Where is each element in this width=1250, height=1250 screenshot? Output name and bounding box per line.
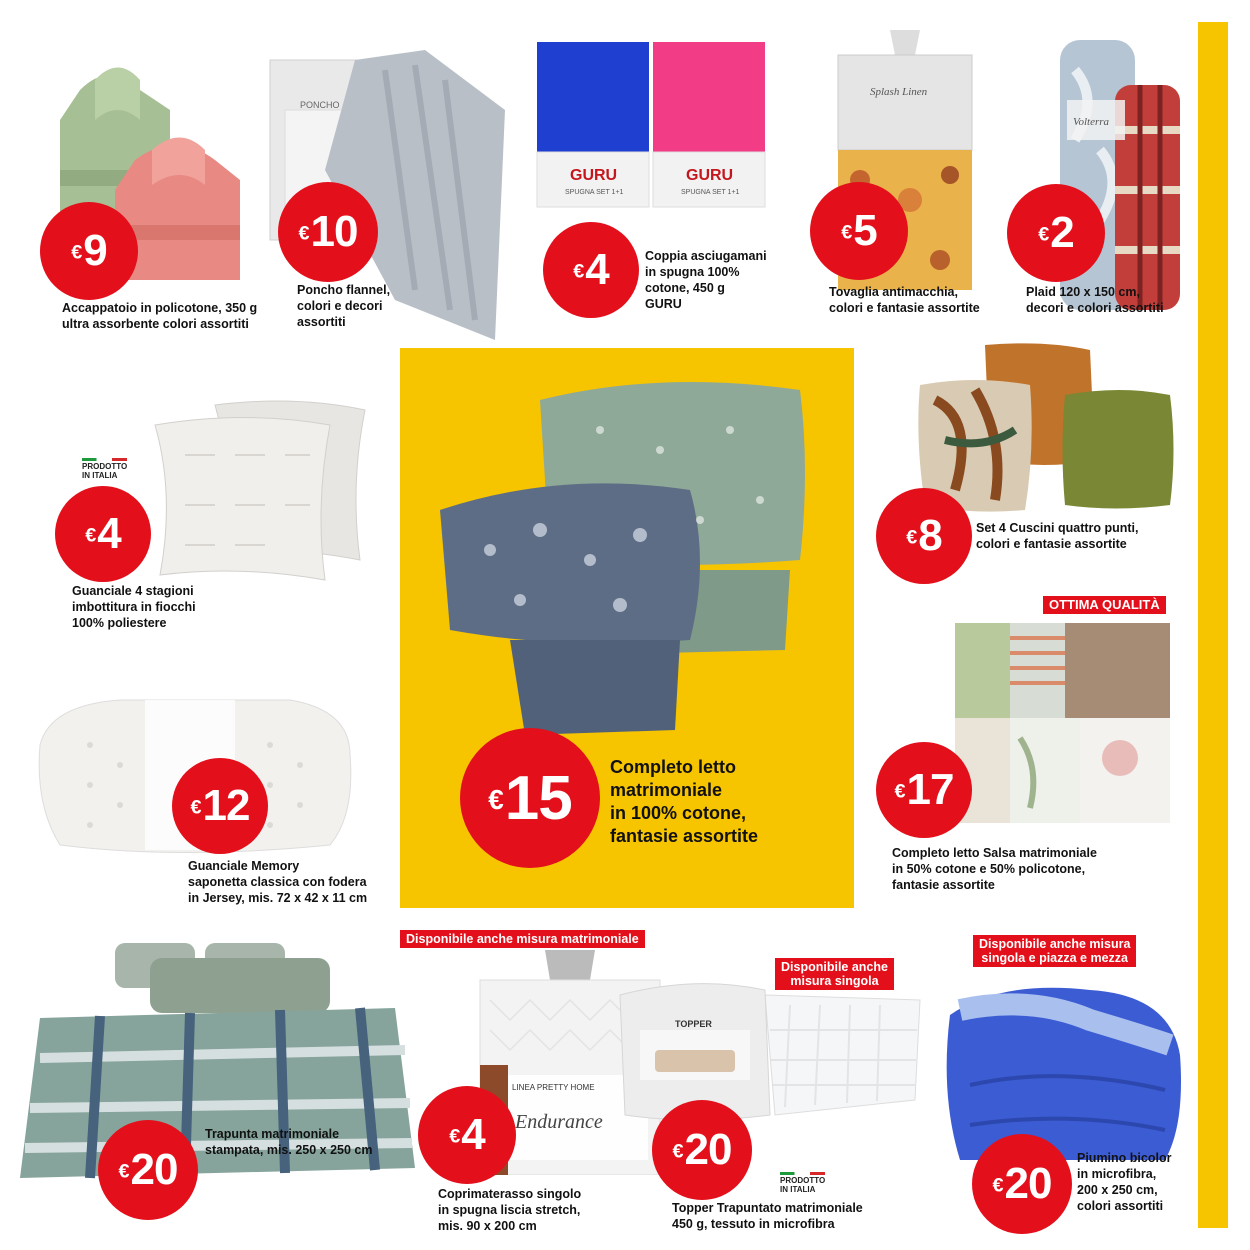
price-poncho: [278, 182, 378, 282]
desc-pillow-4-stagioni: Guanciale 4 stagioni imbottitura in fiocchi 100% poliestere: [72, 584, 196, 630]
towel-brand-right: GURU: [686, 167, 734, 184]
currency-symbol: €: [672, 1139, 683, 1162]
tag-topper-size: Disponibile anche misura singola: [775, 958, 894, 990]
price-towels: [543, 222, 639, 318]
desc-salsa: Completo letto Salsa matrimoniale in 50% cotone e 50% policotone, fantasie assortite: [892, 846, 1097, 892]
currency-symbol: €: [71, 240, 82, 263]
quilt-image: [10, 938, 420, 1203]
mattress-pack-label: LINEA PRETTY HOME: [512, 1083, 595, 1092]
price-pillow-4-stagioni: [55, 486, 151, 582]
duvet-image: [940, 975, 1185, 1165]
desc-bedset: Completo letto matrimoniale in 100% cotone, fantasie assortite: [610, 757, 759, 846]
desc-quilt: Trapunta matrimoniale stampata, mis. 250 x 250 cm: [205, 1127, 373, 1157]
desc-duvet: Piumino bicolor in microfibra, 200 x 250 cm, colori assortiti: [1077, 1151, 1172, 1213]
price-value: 4: [461, 1110, 485, 1159]
towel-line-right: SPUGNA SET 1+1: [681, 189, 740, 196]
towel-brand-left: GURU: [570, 167, 618, 184]
price-salsa: [876, 742, 972, 838]
tag-mattress-size: Disponibile anche misura matrimoniale: [400, 930, 645, 948]
price-mattress-cover: [418, 1086, 516, 1184]
price-value: 20: [1004, 1159, 1052, 1208]
desc-cushions: Set 4 Cuscini quattro punti, colori e fantasie assortite: [976, 521, 1139, 551]
price-value: 5: [853, 206, 877, 255]
price-bedset: [460, 728, 600, 868]
price-value: 8: [918, 511, 942, 560]
currency-symbol: €: [298, 221, 309, 244]
currency-symbol: €: [894, 779, 905, 802]
salsa-bedding-image: [950, 618, 1175, 828]
currency-symbol: €: [1038, 222, 1049, 245]
price-value: 10: [310, 207, 358, 256]
price-memory: [172, 758, 268, 854]
currency-symbol: €: [118, 1159, 129, 1182]
currency-symbol: €: [841, 220, 852, 243]
currency-symbol: €: [573, 259, 584, 282]
plaid-pack-label: Volterra: [1073, 116, 1110, 128]
price-value: 12: [202, 781, 250, 830]
price-bathrobe: [40, 202, 138, 300]
desc-bathrobe: Accappatoio in policotone, 350 g ultra assorbente colori assortiti: [62, 301, 258, 331]
towels-image: [535, 40, 770, 210]
towel-line-left: SPUGNA SET 1+1: [565, 189, 624, 196]
currency-symbol: €: [449, 1124, 460, 1147]
price-plaid: [1007, 184, 1105, 282]
tag-ottima-qualita: OTTIMA QUALITÀ: [1043, 596, 1166, 614]
price-value: 17: [906, 765, 954, 814]
pillow-4-stagioni-image: [145, 395, 375, 590]
bedset-image: [430, 360, 830, 740]
price-tablecloth: [810, 182, 908, 280]
side-accent-bar: [1198, 22, 1228, 1228]
currency-symbol: €: [992, 1173, 1003, 1196]
price-quilt: [98, 1120, 198, 1220]
price-value: 20: [684, 1125, 732, 1174]
currency-symbol: €: [488, 783, 503, 815]
desc-poncho: Poncho flannel, colori e decori assortiti: [297, 283, 391, 329]
topper-pack-label: TOPPER: [675, 1019, 712, 1029]
price-topper: [652, 1100, 752, 1200]
price-value: 2: [1050, 208, 1074, 257]
price-value: 9: [83, 226, 107, 275]
cushions-image: [915, 340, 1180, 520]
desc-memory: Guanciale Memory saponetta classica con fodera in Jersey, mis. 72 x 42 x 11 cm: [188, 859, 368, 905]
desc-towels: [645, 232, 767, 328]
desc-plaid: Plaid 120 x 150 cm, decori e colori assortiti: [1026, 285, 1164, 315]
poncho-pack-label: PONCHO: [300, 100, 340, 110]
desc-towels-brand: GURU: [645, 297, 682, 311]
currency-symbol: €: [190, 795, 201, 818]
price-value: 4: [97, 509, 121, 558]
tag-duvet-size: Disponibile anche misura singola e piazza e mezza: [973, 935, 1136, 967]
price-cushions: [876, 488, 972, 584]
price-duvet: [972, 1134, 1072, 1234]
desc-tablecloth: Tovaglia antimacchia, colori e fantasie assortite: [829, 285, 980, 315]
price-value: 15: [504, 763, 572, 833]
currency-symbol: €: [85, 523, 96, 546]
topper-image: [615, 975, 925, 1125]
currency-symbol: €: [906, 525, 917, 548]
desc-towels-text: Coppia asciugamani in spugna 100% cotone, 450 g: [645, 249, 767, 295]
mattress-pack-name: Endurance: [515, 1111, 603, 1133]
desc-topper: Topper Trapuntato matrimoniale 450 g, tessuto in microfibra: [672, 1201, 863, 1231]
tablecloth-pack-label: Splash Linen: [870, 86, 928, 98]
desc-mattress-cover: Coprimaterasso singolo in spugna liscia stretch, mis. 90 x 200 cm: [438, 1187, 582, 1233]
price-value: 20: [130, 1145, 178, 1194]
price-value: 4: [585, 245, 609, 294]
made-in-italy-pillow: PRODOTTO IN ITALIA: [82, 462, 128, 480]
made-in-italy-topper: PRODOTTO IN ITALIA: [780, 1176, 826, 1194]
